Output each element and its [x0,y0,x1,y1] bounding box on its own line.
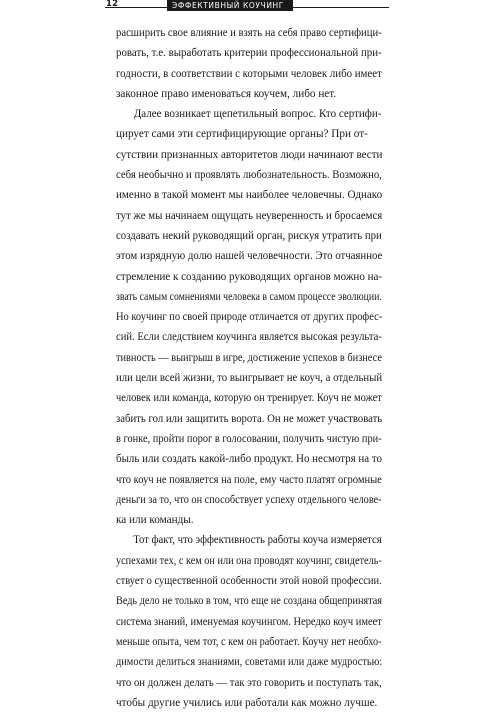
text-line: быль или создать какой-либо продукт. Но несмотря на то [116,453,382,466]
text-line: именно в такой момент мы наиболее человечны. Однако [116,189,383,202]
text-line: стремление к созданию руководящих органов можно на- [116,270,383,283]
text-line: Ведь дело не только в том, что еще не создана общепринятая [116,595,382,608]
text-line: чтобы другие учились или работали как можно лучше. [116,696,378,709]
text-line: звать самым сомнениями человека в самом процессе эволюции. [116,290,382,303]
text-line: расширить свое влияние и взять на себя право сертифици- [116,27,382,39]
text-line: деньги за то, что он способствует успеху отдельного челове- [116,493,382,506]
text-line: сий. Если следствием коучинга является высокая результа- [116,331,382,344]
text-line: система знаний, именуемая коучингом. Нередко коуч имеет [116,615,382,628]
running-title [167,0,293,12]
text-line: в гонке, пройти порог в голосовании, получить чистую при- [116,432,382,445]
text-line: человек или команда, которую он тренирует. Коуч не может [116,392,382,405]
text-line: меньше опыта, чем тот, с кем он работает. Коучу нет необхо- [116,635,382,648]
text-line: цирует сами эти сертифицирующие органы? При от- [116,128,368,141]
text-line: тивность — выигрыш в игре, достижение успехов в бизнесе [116,351,382,364]
text-line: успехами тех, с кем он или она проводят коучинг, свидетель- [116,554,382,567]
text-line: ровать, т.е. выработать критерии профессиональной при- [116,47,382,60]
text-line: сутствии признанных авторитетов люди начинают вести [116,148,383,161]
running-title-text: ЭФФЕКТИВНЫЙ КОУЧИНГ [172,1,284,10]
text-line: забить гол или защитить ворота. Он не может участвовать [116,412,383,425]
text-line: ка или команды. [116,514,194,527]
page-number: 12 [106,0,119,9]
text-line: законное право именоваться коучем, либо нет. [116,87,337,100]
text-line: димости делиться знаниями, советами или даже мудростью: [116,656,383,669]
text-line: этом изрядную долю нашей человечности. Это отчаянное [116,250,383,263]
text-line: ствует о существенной особенности этой новой профессии. [116,575,382,588]
text-line: или цели всей жизни, то выигрывает не коуч, а отдельный [116,372,383,385]
text-line: тут же мы начинаем ощущать неуверенность и бросаемся [116,209,383,222]
text-line: что коуч не появляется на поле, ему часто платят огромные [116,473,382,486]
text-line: Тот факт, что эффективность работы коуча измеряется [133,534,382,547]
text-line: Далее возникает щепетильный вопрос. Кто сертифи- [133,108,382,121]
text-line: Но коучинг по своей природе отличается от других профес- [116,311,383,324]
text-line: себя необычно и проявлять любознательность. Возможно, [116,169,382,182]
text-line: создавать некий руководящий орган, рискуя утратить при [116,229,382,242]
text-line: что он должен делать — так это говорить и поступать так, [116,676,382,689]
text-line: годности, в соответствии с которыми человек либо имеет [116,67,382,80]
body-text [116,23,382,713]
